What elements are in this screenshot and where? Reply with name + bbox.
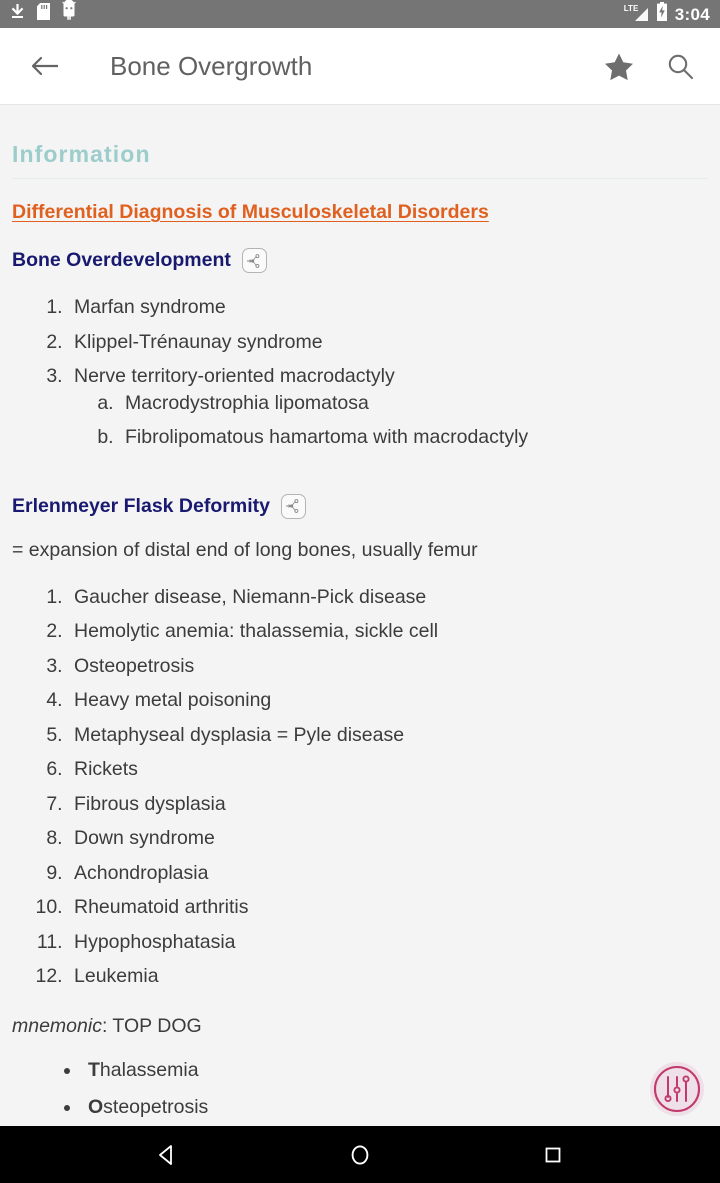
nav-home-icon[interactable] [336,1131,384,1179]
mnemonic-value: : TOP DOG [101,1014,202,1037]
sublist-item: a. Macrodystrophia lipomatosa [119,387,708,422]
heading-row-erlenmeyer [12,494,708,519]
nav-back-icon[interactable] [143,1131,191,1179]
list-erlenmeyer-causes [12,581,708,995]
android-robot-icon [62,3,76,25]
list-item: 8. Down syndrome [68,822,708,857]
tune-sliders-fab[interactable] [650,1062,704,1116]
mnemonic-item-text: halassemia [99,1059,199,1082]
list-item: 4. Heavy metal poisoning [68,684,708,719]
heading-bone-overdevelopment: Bone Overdevelopment [12,249,231,271]
sd-card-icon [37,3,50,25]
lte-label: LTE [623,4,639,13]
status-bar-clock: 3:04 [674,4,710,24]
heading-row-bone-overdevelopment [12,248,708,273]
status-bar [0,0,720,28]
mnemonic-lead-letter: O [88,1095,104,1118]
list-item: 1. Marfan syndrome [68,291,708,326]
list-item: 12. Leukemia [68,960,708,995]
sublist-item: b. Fibrolipomatous hamartoma with macrodactyly [119,421,708,456]
list-item: 6. Rickets [68,753,708,788]
mindmap-node-icon[interactable] [242,248,267,273]
sublist-macrodactyly [74,387,708,456]
section-heading-information: Information [12,105,708,179]
list-item: 5. Metaphyseal dysplasia = Pyle disease [68,719,708,754]
search-icon[interactable] [666,52,694,80]
battery-charging-icon [656,2,668,26]
list-item: 2. Klippel-Trénaunay syndrome [68,326,708,361]
mnemonic-line [12,1013,708,1039]
list-bone-overdevelopment [12,291,708,464]
nav-recents-icon[interactable] [529,1131,577,1179]
list-item: 7. Fibrous dysplasia [68,788,708,823]
mindmap-node-icon[interactable] [281,494,306,519]
list-item: 2. Hemolytic anemia: thalassemia, sickle cell [68,615,708,650]
page-title: Bone Overgrowth [110,50,313,81]
list-item: 10. Rheumatoid arthritis [68,891,708,926]
list-item: 11. Hypophosphatasia [68,926,708,961]
lte-signal-icon [624,4,649,24]
app-bar-actions [604,52,694,81]
heading-erlenmeyer-flask-deformity: Erlenmeyer Flask Deformity [12,494,270,517]
list-item-text: Nerve territory-oriented macrodactyly [74,365,395,387]
mnemonic-list [12,1053,708,1126]
list-item [82,1090,708,1127]
definition-text: = expansion of distal end of long bones, usually femur [12,538,478,561]
favorite-star-icon[interactable] [604,52,634,81]
article-content[interactable] [0,105,720,1126]
status-bar-right-icons [624,2,710,26]
mnemonic-label: mnemonic [12,1014,102,1037]
list-item [82,1053,708,1090]
mnemonic-item-text: steopetrosis [103,1095,209,1118]
android-navigation-bar [0,1126,720,1183]
mnemonic-lead-letter: T [88,1059,100,1082]
back-arrow-icon[interactable] [30,54,60,78]
status-bar-left-icons [10,3,76,25]
document-link[interactable]: Differential Diagnosis of Musculoskeletal Disorders [12,201,489,223]
list-item: 3. Osteopetrosis [68,650,708,685]
app-bar [0,28,720,105]
list-item: 1. Gaucher disease, Niemann-Pick disease [68,581,708,616]
list-item: 9. Achondroplasia [68,857,708,892]
list-item [68,360,708,464]
download-icon [10,3,25,25]
